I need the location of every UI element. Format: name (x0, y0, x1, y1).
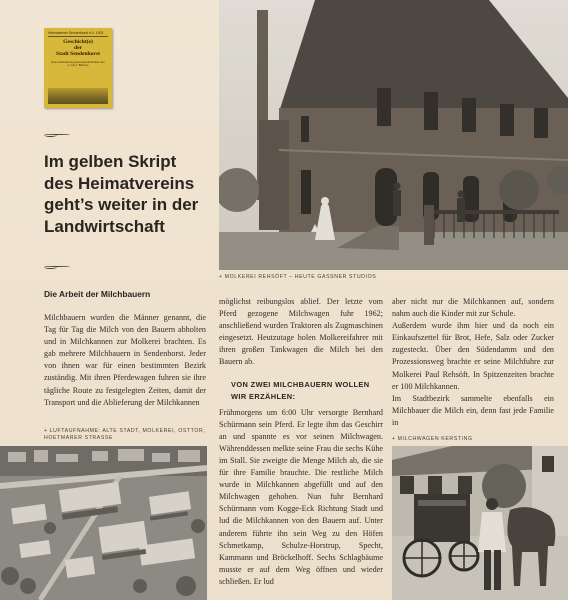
booklet-title: Geschicht(e) der Stadt Sendenhorst (56, 39, 100, 58)
tilde-ornament (44, 134, 70, 136)
aerial-photo (0, 446, 207, 600)
aerial-town-illustration (0, 446, 207, 600)
booklet-subtitle: Eine Aufzeichnung des Heimatschriftes der J. und J. Böhmer (51, 60, 105, 68)
paragraph: möglichst reibungslos ablief. Der letzte vom Pferd gezogene Milchwagen fuhr 1962; anschließend wurden Traktoren als Zugmaschinen eingesetzt. Heutzutage holen Molkereifahrer mit ihren großen Tankwagen die Milch bei den Bauern ab. (219, 297, 383, 367)
text-column-1 (44, 312, 206, 409)
paragraph: Außerdem wurde ihm hier und da noch ein Einkaufszettel für Brot, Hefe, Salz oder Zucker zugesteckt. Über den Südendamm und den Prozessionsweg brachte er seine Milchfuhre zur Molkerei Paul Rehsöft. In Spitzenzeiten brachte er 100 Milchkannen. (392, 321, 554, 391)
section-subheading: Die Arbeit der Milchbauern (44, 289, 151, 299)
paragraph: Frühmorgens um 6:00 Uhr versorgte Bernhard Schürmann sein Pferd. Er legte ihm das Geschirr an und spannte es vor seinen Milchwagen. Währenddessen melkte seine Frau die sechs Kühe im Stall. Sie zweigte die Menge Milch ab, die sie für ihre Familie brauchte. Die restliche Milch wurde in Milchkannen abgefüllt und auf den Milchwagen gehoben. Nun fuhr Bernhard Schürmann vom Kogge-Eck Richtung Stadt und lud die Milchkannen von den Bauern auf. Unter anderem führte ihn sein Weg zu den Höfen Schmetkamp, Schulze-Horstrup, Specht, Kammann und Bröckelhoff. Sechs Schlagbäume musste er auf dem Weg öffnen und wieder schließen. Er lud (219, 407, 383, 586)
booklet-top-line: Heimatverein Sendenhorst e.V. 1923 (48, 31, 108, 37)
paragraph: Im Stadtbezirk sammelte ebenfalls ein Milchbauer die Milch ein, denn fast jede Familie in (392, 393, 554, 427)
milk-wagon-illustration (392, 446, 568, 600)
booklet-town-illustration (48, 88, 108, 104)
tilde-ornament (44, 266, 70, 268)
caption-molkerei: + MOLKEREI REHSÖFT – HEUTE GASSNER STUDIOS (219, 274, 377, 280)
molkerei-building-illustration (219, 0, 568, 270)
inline-heading: VON ZWEI MILCHBAUERN WOLLEN WIR ERZÄHLEN: (231, 379, 370, 401)
text-column-3 (392, 296, 554, 429)
booklet-cover-image (44, 28, 112, 108)
paragraph: Milchbauern wurden die Männer genannt, die Tag für Tag die Milch von den Bauern abholten und in Milchkannen zur Molkerei brachten. Es gab mehrere Milchbauern in Sendenhorst. Jeder von ihnen war für einen bestimmten Bezirk zuständig. Mit ihren Pferdewagen fuhren sie ihre tägliche Route zu festgelegten Zeiten, damit der Transport und die Ablieferung der Milchkannen (44, 313, 206, 407)
paragraph: aber nicht nur die Milchkannen auf, sondern nahm auch die Kinder mit zur Schule. (392, 297, 554, 319)
molkerei-photo (219, 0, 568, 270)
caption-luftaufnahme: + LUFTAUFNAHME: ALTE STADT, MOLKEREI, OSTTOR, HOETMARER STRASSE (44, 428, 206, 441)
text-column-2 (219, 296, 383, 588)
caption-milchwagen: + MILCHWAGEN KERSTING (392, 436, 473, 442)
milchwagen-photo (392, 446, 568, 600)
headline: Im gelben Skript des Heimatvereins geht’s weiter in der Landwirtschaft (44, 152, 199, 236)
